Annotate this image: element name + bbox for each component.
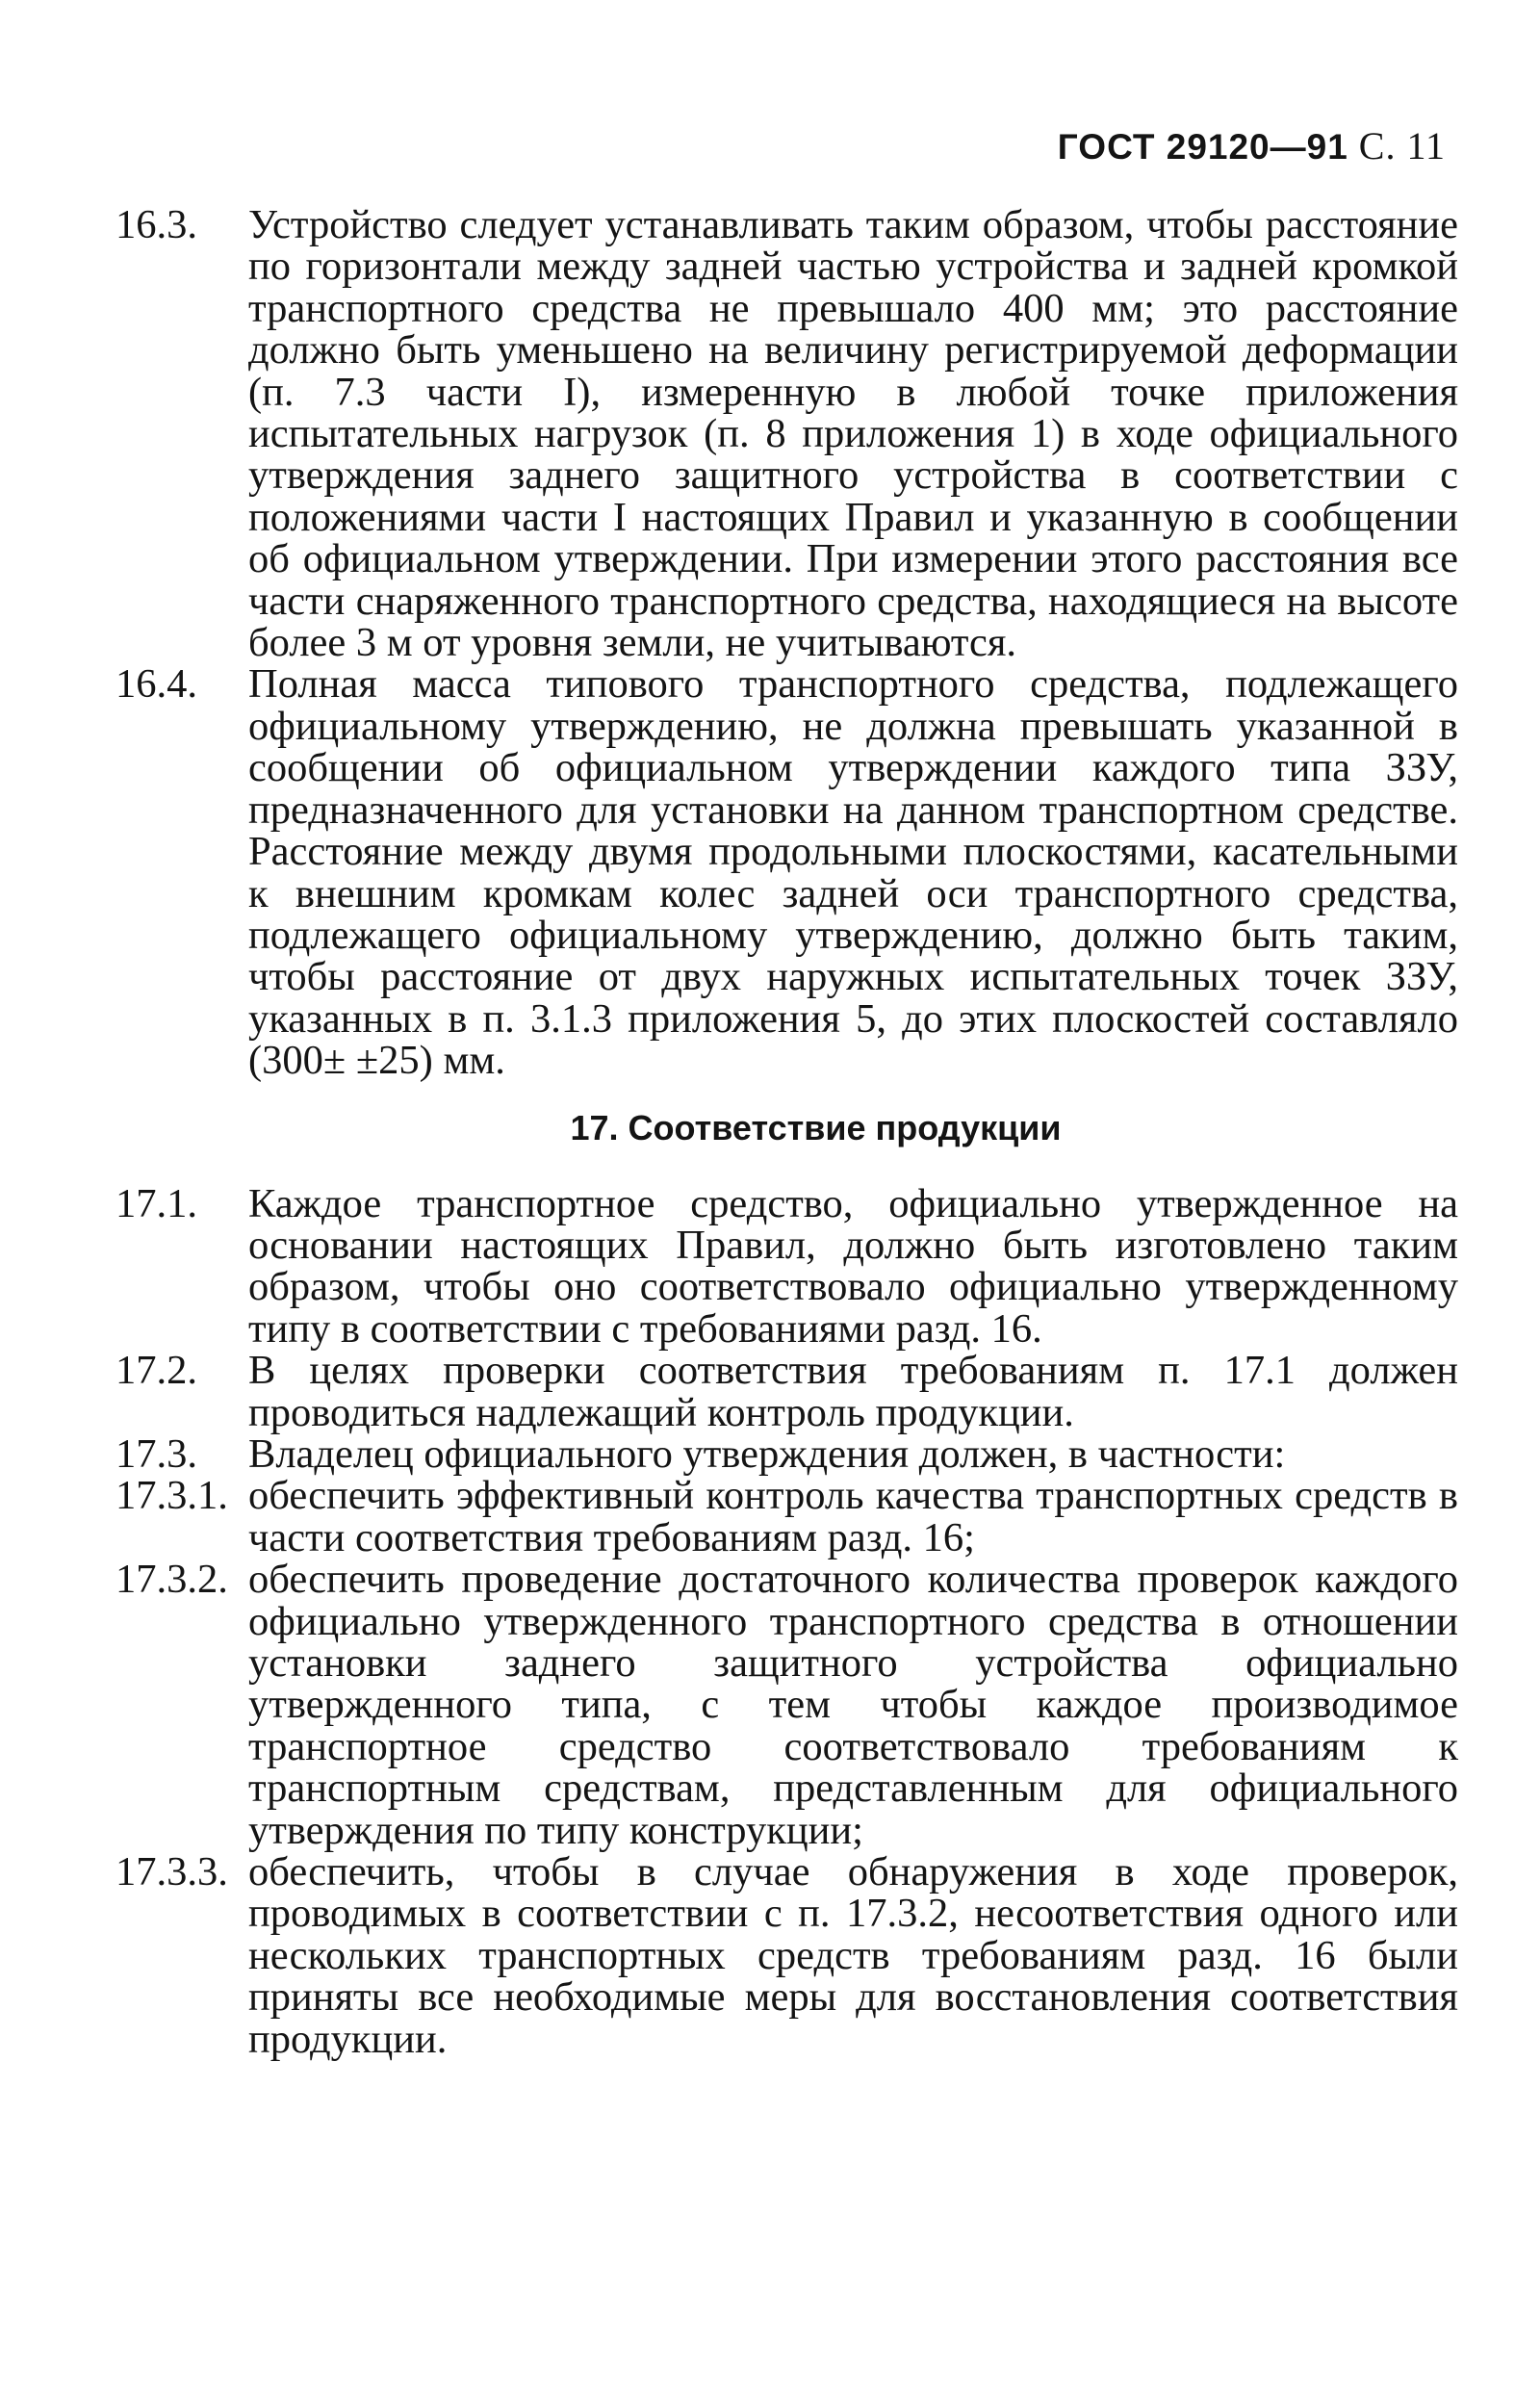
- document-body: [116, 204, 1458, 2060]
- clause-number: 17.3.3.: [116, 1849, 228, 1895]
- clause-text: Каждое транспортное средство, официально утвержденное на основании настоящих Правил, должно быть изготовлено таким образом, чтобы оно соответствовало официально утвержденному типу в соответствии с требованиями разд. 16.: [248, 1180, 1458, 1352]
- clause-text: Владелец официального утверждения должен, в частности:: [248, 1430, 1286, 1477]
- clause-text: обеспечить эффективный контроль качества транспортных средств в части соответствия требованиям разд. 16;: [248, 1473, 1458, 1560]
- running-header: [1058, 123, 1446, 168]
- clause-text: Устройство следует устанавливать таким образом, чтобы расстояние по горизонтали между задней частью устройства и задней кромкой транспортного средства не превышало 400 мм; это расстояние должно быть уменьшено на величину регистрируемой деформации (п. 7.3 части I), измеренную в любой точке приложения испытательных нагрузок (п. 8 приложения 1) в ходе официального утверждения заднего защитного устройства в соответствии с положениями части I настоящих Правил и указанную в сообщении об официальном утверждении. При измерении этого расстояния все части снаряженного транспортного средства, находящиеся на высоте более 3 м от уровня земли, не учитываются.: [248, 202, 1458, 666]
- clause-number: 17.1.: [116, 1180, 197, 1226]
- clause-16-3: [116, 202, 1458, 666]
- clause-number: 16.4.: [116, 661, 197, 708]
- clause-number: 17.3.: [116, 1430, 197, 1477]
- clause-17-3-3: [116, 1851, 1458, 2060]
- clause-number: 17.3.2.: [116, 1557, 228, 1603]
- standard-designation: ГОСТ 29120—91: [1057, 127, 1348, 167]
- clause-17-1: [116, 1180, 1458, 1352]
- clause-number: 16.3.: [116, 202, 197, 247]
- clause-text: Полная масса типового транспортного средства, подлежащего официальному утверждению, не должна превышать указанной в сообщении об официальном утверждении каждого типа ЗЗУ, предназначенного для установки на данном транспортном средстве. Расстояние между двумя продольными плоскостями, касательными к внешним кромкам колес задней оси транспортного средства, подлежащего официальному утверждению, должно быть таким, чтобы расстояние от двух наружных испытательных точек ЗЗУ, указанных в п. 3.1.3 приложения 5, до этих плоскостей составляло (300± ±25) мм.: [248, 661, 1458, 1084]
- clause-17-3: [116, 1430, 1458, 1477]
- clause-text: обеспечить, чтобы в случае обнаружения в ходе проверок, проводимых в соответствии с п. 17.3.2, несоответствия одного или нескольких транспортных средств требованиям разд. 16 были приняты все необходимые меры для восстановления соответствия продукции.: [248, 1849, 1458, 2062]
- page-number: С. 11: [1358, 124, 1446, 168]
- clause-17-3-1: [116, 1475, 1458, 1559]
- clause-number: 17.2.: [116, 1348, 197, 1394]
- clause-17-2: [116, 1350, 1458, 1433]
- clause-number: 17.3.1.: [116, 1473, 228, 1519]
- clause-text: В целях проверки соответствия требованиям п. 17.1 должен проводиться надлежащий контроль продукции.: [248, 1348, 1458, 1435]
- clause-16-4: [116, 661, 1458, 1084]
- clause-17-3-2: [116, 1559, 1458, 1851]
- clause-text: обеспечить проведение достаточного количества проверок каждого официально утвержденного транспортного средства в отношении установки заднего защитного устройства официально утвержденного типа, с тем чтобы каждое производимое транспортное средство соответствовало требованиям к транспортным средствам, представленным для официального утверждения по типу конструкции;: [248, 1557, 1458, 1853]
- section-heading: 17. Соответствие продукции: [570, 1107, 1062, 1147]
